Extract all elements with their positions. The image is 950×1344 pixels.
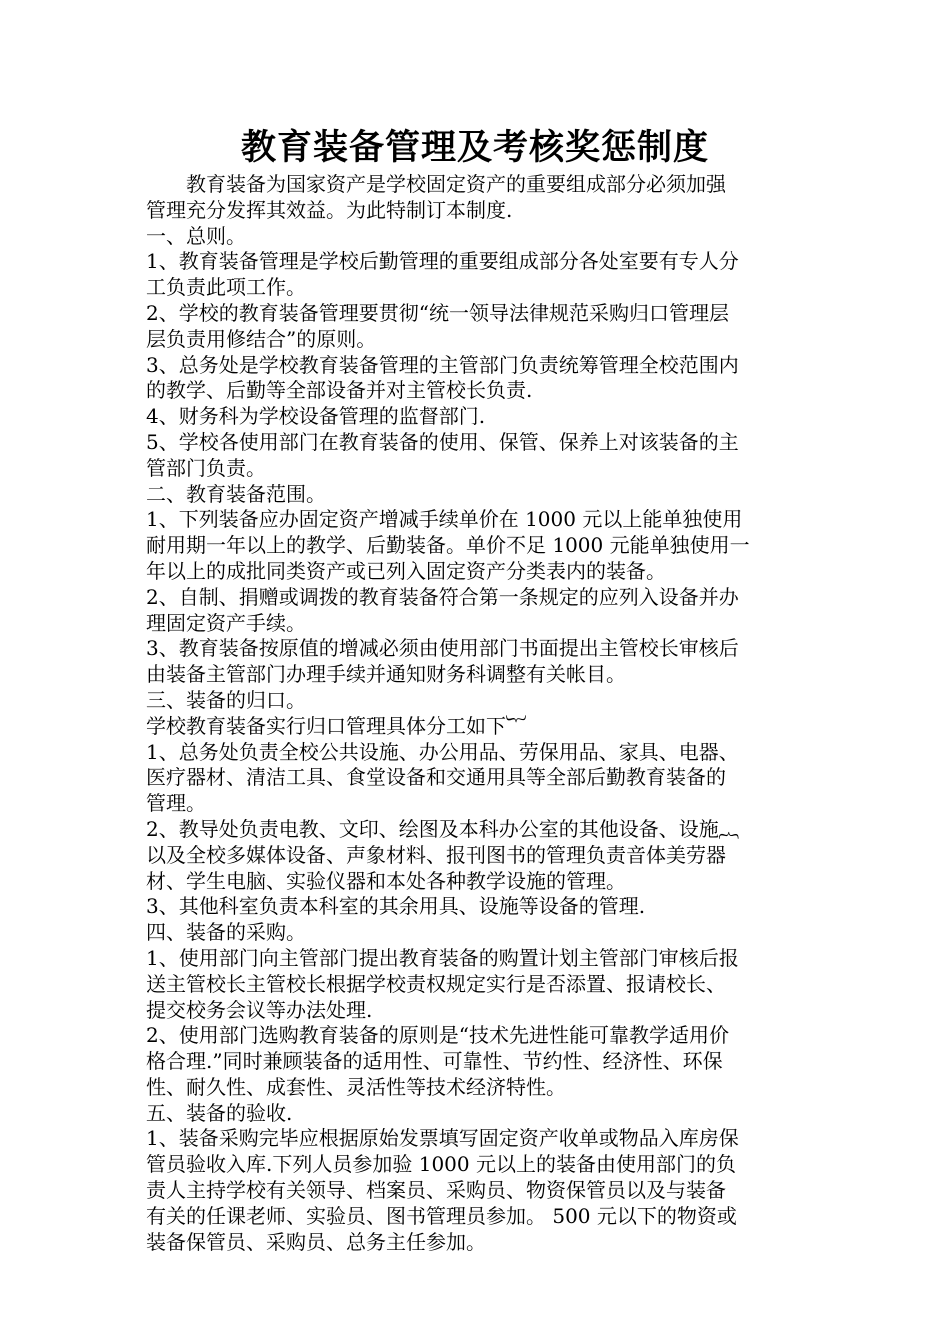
text-line: 提交校务会议等办法处理. — [146, 997, 373, 1022]
document-body — [146, 172, 806, 1255]
text-line: 性、耐久性、成套性、灵活性等技术经济特性。 — [146, 1074, 566, 1099]
text-line: 二、教育装备范围。 — [146, 481, 326, 506]
text-line: 三、装备的归口。 — [146, 687, 306, 712]
text-line: 1、教育装备管理是学校后勤管理的重要组成部分各处室要有专人分 — [146, 249, 739, 274]
text-line: 由装备主管部门办理手续并通知财务科调整有关帐目。 — [146, 662, 626, 687]
text-line: 四、装备的采购。 — [146, 920, 306, 945]
text-line: 责人主持学校有关领导、档案员、采购员、物资保管员以及与装备 — [146, 1178, 726, 1203]
text-line: 管员验收入库.下列人员参加验 1000 元以上的装备由使用部门的负 — [146, 1152, 736, 1177]
text-line: 装备保管员、采购员、总务主任参加。 — [146, 1229, 486, 1254]
text-line: 五、装备的验收. — [146, 1100, 293, 1125]
text-line: 1、装备采购完毕应根据原始发票填写固定资产收单或物品入库房保 — [146, 1126, 739, 1151]
text-line: 2、学校的教育装备管理要贯彻“统一领导法律规范采购归口管理层 — [146, 300, 729, 325]
text-line: 1、下列装备应办固定资产增减手续单价在 1000 元以上能单独使用 — [146, 507, 743, 532]
document-title: 教育装备管理及考核奖惩制度 — [240, 127, 709, 168]
text-line: 管理。 — [146, 791, 206, 816]
text-line: 2、教导处负责电教、文印、绘图及本科办公室的其他设备、设施︷ — [146, 816, 739, 841]
text-line: 5、学校各使用部门在教育装备的使用、保管、保养上对该装备的主 — [146, 429, 739, 454]
text-line: 管部门负责。 — [146, 455, 266, 480]
text-line: 的教学、后勤等全部设备并对主管校长负责. — [146, 378, 533, 403]
text-line: 理固定资产手续。 — [146, 610, 306, 635]
text-line: 层负责用修结合”的原则。 — [146, 326, 377, 351]
text-line: 4、财务科为学校设备管理的监督部门. — [146, 404, 486, 429]
text-line: 耐用期一年以上的教学、后勤装备。单价不足 1000 元能单独使用一 — [146, 533, 750, 558]
text-line: 医疗器材、清洁工具、食堂设备和交通用具等全部后勤教育装备的 — [146, 765, 726, 790]
text-line: 1、总务处负责全校公共设施、办公用品、劳保用品、家具、电器、 — [146, 739, 739, 764]
text-line: 教育装备为国家资产是学校固定资产的重要组成部分必须加强 — [186, 172, 726, 196]
text-line: 管理充分发挥其效益。为此特制订本制度. — [146, 197, 513, 222]
text-line: 学校教育装备实行归口管理具体分工如下︸ — [146, 713, 526, 738]
text-line: 送主管校长主管校长根据学校责权规定实行是否添置、报请校长、 — [146, 971, 726, 996]
text-line: 2、使用部门选购教育装备的原则是“技术先进性能可靠教学适用价 — [146, 1023, 729, 1048]
text-line: 3、教育装备按原值的增减必须由使用部门书面提出主管校长审核后 — [146, 636, 739, 661]
text-line: 1、使用部门向主管部门提出教育装备的购置计划主管部门审核后报 — [146, 945, 739, 970]
text-line: 3、总务处是学校教育装备管理的主管部门负责统筹管理全校范围内 — [146, 352, 739, 377]
text-line: 3、其他科室负责本科室的其余用具、设施等设备的管理. — [146, 894, 646, 919]
text-line: 材、学生电脑、实验仪器和本处各种教学设施的管理。 — [146, 868, 626, 893]
text-line: 格合理.”同时兼顾装备的适用性、可靠性、节约性、经济性、环保 — [146, 1049, 723, 1074]
text-line: 年以上的成批同类资产或已列入固定资产分类表内的装备。 — [146, 558, 666, 583]
text-line: 一、总则。 — [146, 223, 246, 248]
text-line: 2、自制、捐赠或调拨的教育装备符合第一条规定的应列入设备并办 — [146, 584, 739, 609]
text-line: 工负责此项工作。 — [146, 275, 306, 300]
text-line: 以及全校多媒体设备、声象材料、报刊图书的管理负责音体美劳器 — [146, 842, 726, 867]
text-line: 有关的任课老师、实验员、图书管理员参加。 500 元以下的物资或 — [146, 1203, 737, 1228]
